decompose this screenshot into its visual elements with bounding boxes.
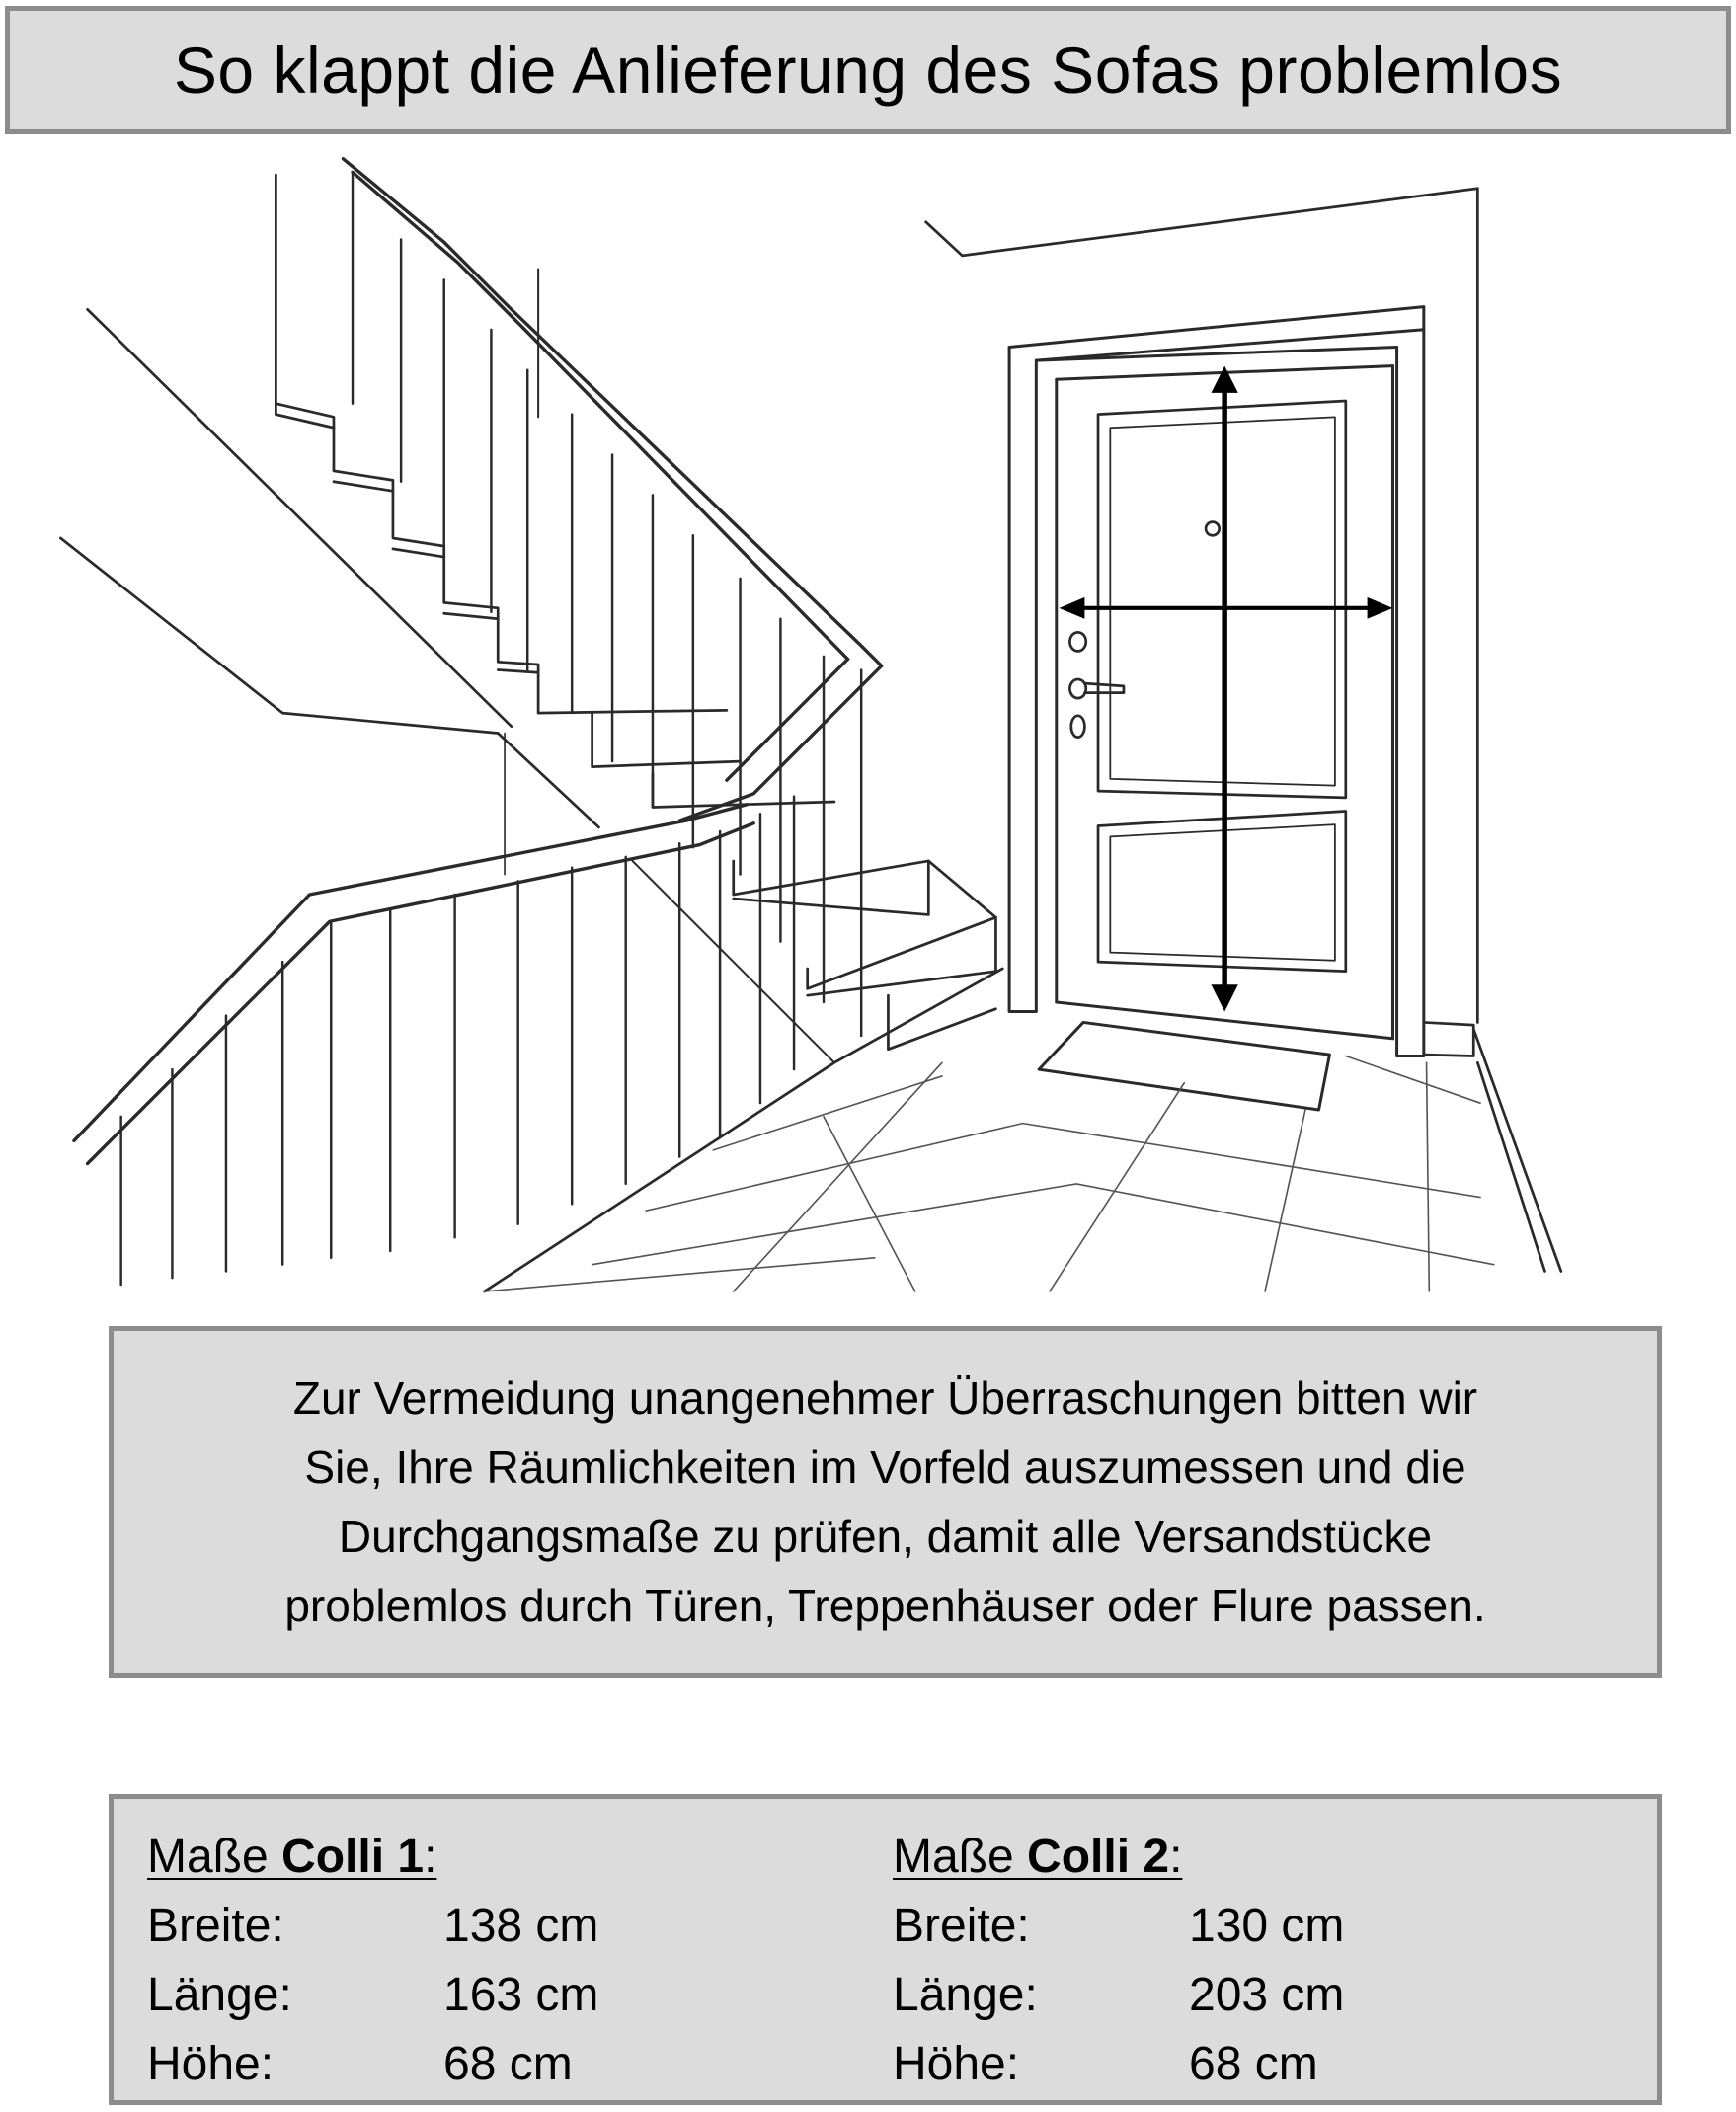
dimension-value: 130 cm: [1189, 1900, 1345, 1952]
door-panels-icon: [1098, 401, 1346, 972]
dimension-value: 163 cm: [443, 1969, 599, 2021]
baseboard-icon: [1424, 1022, 1561, 1271]
doormat-icon: [1039, 1022, 1329, 1110]
dimension-label: Breite:: [893, 1900, 1030, 1952]
dimension-label: Breite:: [147, 1900, 284, 1952]
measurement-arrows-icon: [1060, 366, 1393, 1012]
stair-base-icon: [485, 969, 1003, 1291]
package-dimensions: [109, 1794, 1662, 2105]
package-1-heading: [147, 1823, 598, 1892]
dimension-label: Höhe:: [147, 2038, 275, 2090]
dimension-row-width: [893, 1892, 1344, 1961]
door-handle-icon: [1069, 522, 1219, 738]
package-2-heading: [893, 1823, 1344, 1892]
info-line: problemlos durch Türen, Treppenhäuser oder Flure passen.: [284, 1580, 1486, 1631]
dimension-label: Länge:: [893, 1969, 1038, 2021]
info-line: Durchgangsmaße zu prüfen, damit alle Versandstücke: [338, 1511, 1433, 1562]
heading-prefix: Maße: [893, 1831, 1028, 1883]
dimension-value: 68 cm: [1189, 2038, 1318, 2090]
package-name: Colli 1: [281, 1831, 425, 1883]
info-notice: [109, 1326, 1662, 1678]
wall-lines-icon: [60, 189, 1477, 1023]
info-line: Zur Vermeidung unangenehmer Überraschungen bitten wir: [292, 1372, 1478, 1424]
title-banner: [5, 6, 1731, 134]
heading-prefix: Maße: [147, 1831, 282, 1883]
info-line: Sie, Ihre Räumlichkeiten im Vorfeld auszumessen und die: [304, 1442, 1466, 1493]
dimension-value: 68 cm: [443, 2038, 573, 2090]
upper-handrail-icon: [344, 159, 882, 821]
dimension-row-height: [893, 2030, 1344, 2099]
lower-balusters-icon: [121, 797, 794, 1286]
dimension-row-length: [147, 1961, 598, 2030]
dimension-label: Länge:: [147, 1969, 292, 2021]
upper-stair-steps-icon: [276, 175, 995, 1050]
package-2-dimensions: [893, 1823, 1344, 2099]
page-title: So klappt die Anlieferung des Sofas problemlos: [173, 34, 1563, 107]
dimension-label: Höhe:: [893, 2038, 1020, 2090]
dimension-value: 138 cm: [443, 1900, 599, 1952]
dimension-value: 203 cm: [1189, 1969, 1345, 2021]
lower-handrail-icon: [74, 805, 753, 1164]
package-name: Colli 2: [1027, 1831, 1170, 1883]
floor-tiles-icon: [485, 1056, 1494, 1291]
dimension-row-length: [893, 1961, 1344, 2030]
heading-suffix: :: [424, 1831, 437, 1883]
dimension-row-width: [147, 1892, 598, 1961]
door-frame-icon: [1009, 307, 1424, 1056]
heading-suffix: :: [1169, 1831, 1183, 1883]
upper-balusters-icon: [353, 172, 861, 1036]
package-1-dimensions: [147, 1823, 598, 2099]
dimension-row-height: [147, 2030, 598, 2099]
